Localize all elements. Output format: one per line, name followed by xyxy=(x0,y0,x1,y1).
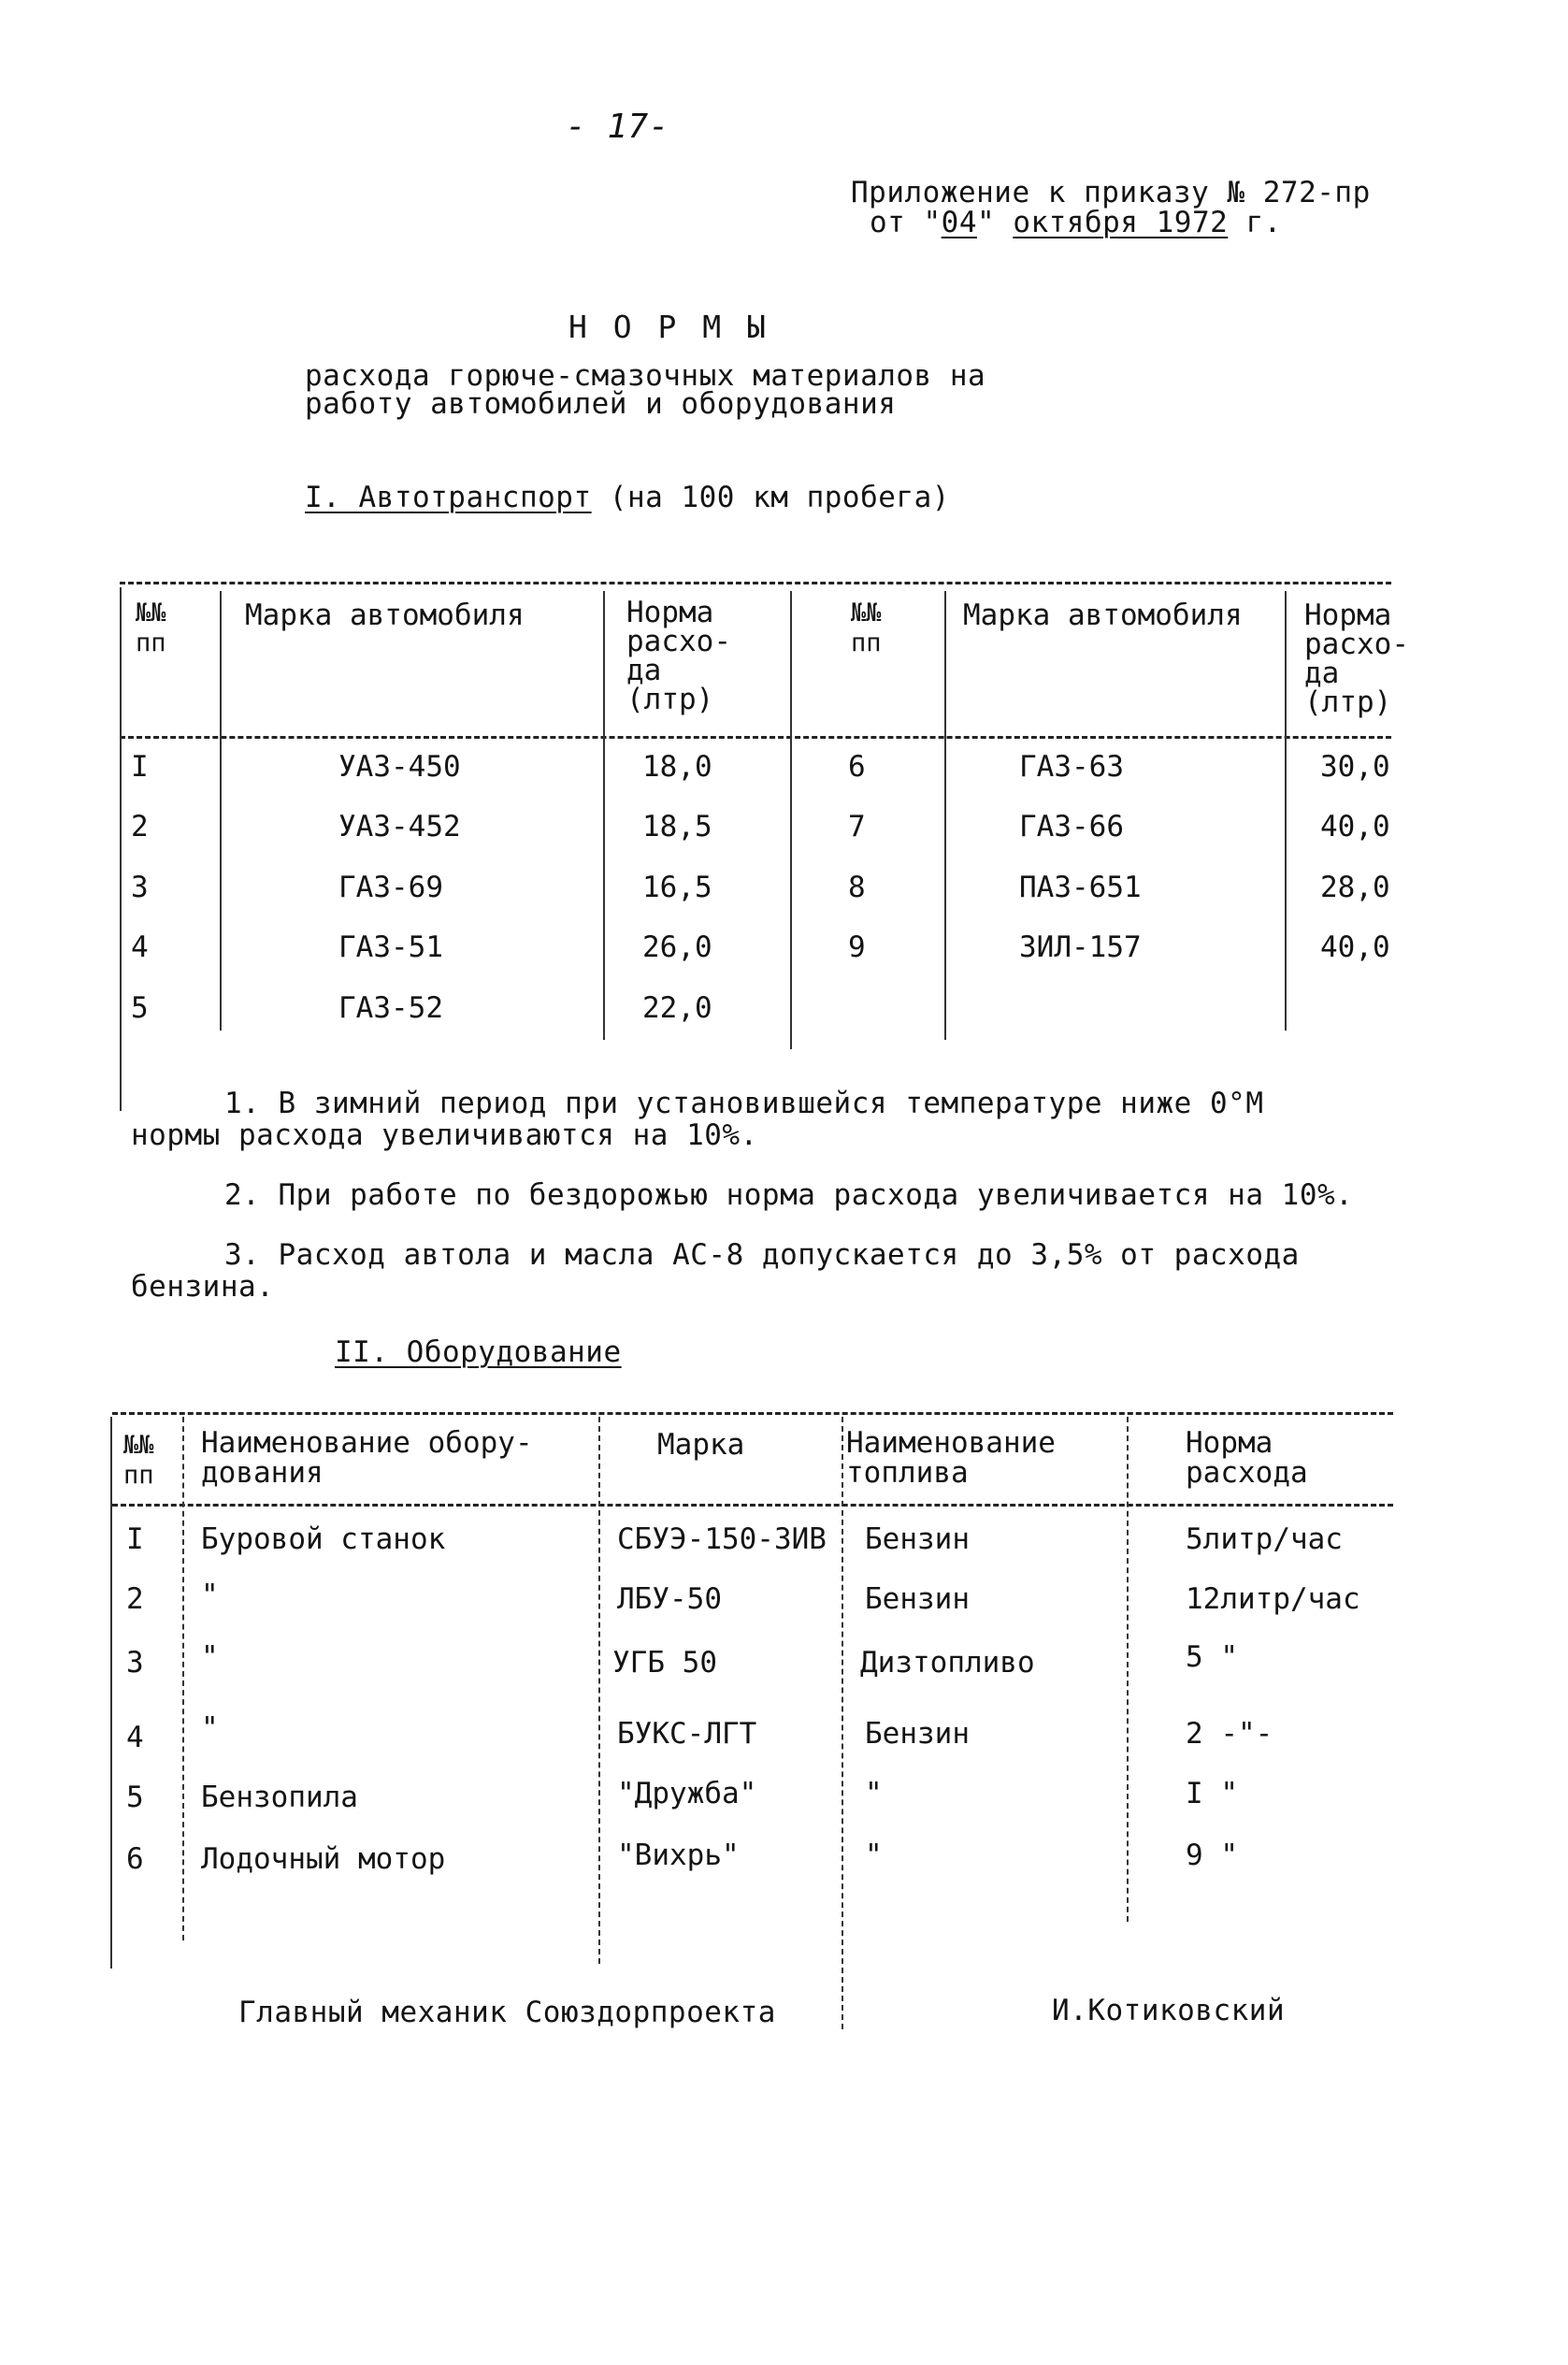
table-header-rule xyxy=(120,736,1391,739)
table-row-norm: 12литр/час xyxy=(1186,1582,1360,1616)
table-row-norm: 9 " xyxy=(1186,1839,1238,1872)
table-row-norm: 5 " xyxy=(1186,1640,1238,1674)
table-row-num: I xyxy=(131,750,149,784)
table-row-fuel: " xyxy=(865,1839,883,1872)
col-divider xyxy=(1127,1417,1129,1922)
table-header-rule xyxy=(112,1504,1393,1507)
table-row-num: 7 xyxy=(848,810,866,844)
eq-header-brand: Марка xyxy=(657,1428,745,1462)
col-divider xyxy=(182,1417,184,1940)
table-row-brand: УГБ 50 xyxy=(612,1646,717,1680)
table-row-num: 2 xyxy=(126,1582,144,1616)
table-row-brand: ГАЗ-69 xyxy=(338,871,443,904)
eq-header-fuel: Наименование топлива xyxy=(846,1426,1056,1490)
table-row-brand: "Вихрь" xyxy=(617,1839,740,1872)
col-divider xyxy=(944,591,946,1040)
table-row-name: " xyxy=(201,1579,219,1612)
table-row-num: 8 xyxy=(848,871,866,904)
col-divider xyxy=(110,1417,112,1968)
appendix-date-prefix: от " xyxy=(870,206,942,239)
table-row-num: I xyxy=(126,1522,144,1556)
note-1-line-2: нормы расхода увеличиваются на 10%. xyxy=(131,1118,758,1152)
appendix-month: октября xyxy=(1013,206,1139,239)
page-number: - 17- xyxy=(566,108,669,146)
table-row-name: Лодочный мотор xyxy=(201,1842,446,1876)
table-row-fuel: " xyxy=(865,1777,883,1810)
table-row-norm: 5литр/час xyxy=(1186,1522,1343,1556)
note-3-line-2: бензина. xyxy=(131,1270,275,1304)
section-1-note: (на 100 км пробега) xyxy=(591,481,950,514)
table-row-norm: 2 -"- xyxy=(1186,1717,1273,1751)
table-row-norm: 18,5 xyxy=(642,810,712,844)
table-row-brand: СБУЭ-150-ЗИВ xyxy=(617,1522,827,1556)
table-row-norm: 26,0 xyxy=(642,930,712,964)
table-row-brand: ГАЗ-66 xyxy=(1019,810,1124,844)
subtitle-line-1: расхода горюче-смазочных материалов на xyxy=(305,359,986,393)
table-row-brand: ГАЗ-63 xyxy=(1019,750,1124,784)
table-row-name: Бензопила xyxy=(201,1781,358,1814)
table-top-rule xyxy=(120,582,1391,584)
col-divider xyxy=(603,591,605,1040)
table-row-norm: I " xyxy=(1186,1777,1238,1810)
table-row-num: 9 xyxy=(848,930,866,964)
note-3-line-1: 3. Расход автола и масла АС-8 допускается до 3,5% от расхода xyxy=(224,1238,1300,1272)
table-row-num: 5 xyxy=(126,1781,144,1814)
table-row-norm: 16,5 xyxy=(642,871,712,904)
table-row-brand: ГАЗ-51 xyxy=(338,930,443,964)
table-row-num: 6 xyxy=(126,1842,144,1876)
header-num-right: №№ пп xyxy=(851,598,882,657)
col-divider xyxy=(120,587,122,1111)
appendix-line-2 xyxy=(870,206,1282,239)
table-row-fuel: Бензин xyxy=(865,1717,970,1751)
section-2-heading: II. Оборудование xyxy=(335,1335,622,1369)
table-row-num: 6 xyxy=(848,750,866,784)
appendix-line-1: Приложение к приказу № 272-пр xyxy=(851,176,1371,209)
col-divider xyxy=(1285,591,1287,1031)
appendix-date-suffix: г. xyxy=(1228,206,1282,239)
header-brand-left: Марка автомобиля xyxy=(245,598,525,632)
signature-name: И.Котиковский xyxy=(1052,1994,1286,2027)
table-row-fuel: Бензин xyxy=(865,1582,970,1616)
section-1-heading xyxy=(305,481,950,514)
col-divider xyxy=(842,1417,843,2029)
document-title: Н О Р М Ы xyxy=(568,309,770,345)
table-row-brand: ПАЗ-651 xyxy=(1019,871,1142,904)
table-row-num: 2 xyxy=(131,810,149,844)
table-row-num: 3 xyxy=(131,871,149,904)
appendix-year-digit: 2 xyxy=(1210,206,1229,239)
table-row-num: 3 xyxy=(126,1646,144,1680)
table-row-fuel: Дизтопливо xyxy=(860,1646,1035,1680)
header-brand-right: Марка автомобиля xyxy=(963,598,1243,632)
eq-header-name: Наименование обору- дования xyxy=(201,1426,533,1490)
table-row-num: 4 xyxy=(126,1721,144,1754)
table-row-fuel: Бензин xyxy=(865,1522,970,1556)
table-row-brand: ГАЗ-52 xyxy=(338,991,443,1025)
table-row-brand: "Дружба" xyxy=(617,1777,757,1810)
table-row-norm: 40,0 xyxy=(1320,930,1390,964)
signature-position: Главный механик Союздорпроекта xyxy=(238,1996,776,2029)
section-1-title: I. Автотранспорт xyxy=(305,481,592,514)
note-1-line-1: 1. В зимний период при установившейся температуре ниже 0°М xyxy=(224,1087,1264,1120)
appendix-date-mid: " xyxy=(976,206,1014,239)
note-2-line-1: 2. При работе по бездорожью норма расхода увеличивается на 10%. xyxy=(224,1178,1354,1212)
col-divider xyxy=(790,591,792,1049)
table-row-name: " xyxy=(201,1640,219,1674)
table-row-brand: УАЗ-450 xyxy=(338,750,461,784)
subtitle-line-2: работу автомобилей и оборудования xyxy=(305,387,897,421)
header-norm-left: Норма расхо- да (лтр) xyxy=(626,596,731,716)
eq-header-norm: Норма расхода xyxy=(1186,1426,1308,1490)
table-row-num: 5 xyxy=(131,991,149,1025)
table-row-norm: 40,0 xyxy=(1320,810,1390,844)
appendix-year-prefix: 197 xyxy=(1138,206,1211,239)
table-row-norm: 18,0 xyxy=(642,750,712,784)
appendix-day: 04 xyxy=(941,206,977,239)
header-num-left: №№ пп xyxy=(136,598,166,657)
table-row-name: Буровой станок xyxy=(201,1522,446,1556)
table-row-norm: 22,0 xyxy=(642,991,712,1025)
table-top-rule xyxy=(112,1412,1393,1415)
table-row-brand: ЛБУ-50 xyxy=(617,1582,722,1616)
header-norm-right: Норма расхо- да (лтр) xyxy=(1304,598,1409,719)
table-row-brand: БУКС-ЛГТ xyxy=(617,1717,757,1751)
table-row-name: " xyxy=(201,1711,219,1745)
eq-header-num: №№ пп xyxy=(123,1431,154,1490)
table-row-norm: 28,0 xyxy=(1320,871,1390,904)
table-row-norm: 30,0 xyxy=(1320,750,1390,784)
table-row-num: 4 xyxy=(131,930,149,964)
col-divider xyxy=(598,1417,600,1964)
table-row-brand: ЗИЛ-157 xyxy=(1019,930,1142,964)
table-row-brand: УАЗ-452 xyxy=(338,810,461,844)
col-divider xyxy=(220,591,222,1031)
